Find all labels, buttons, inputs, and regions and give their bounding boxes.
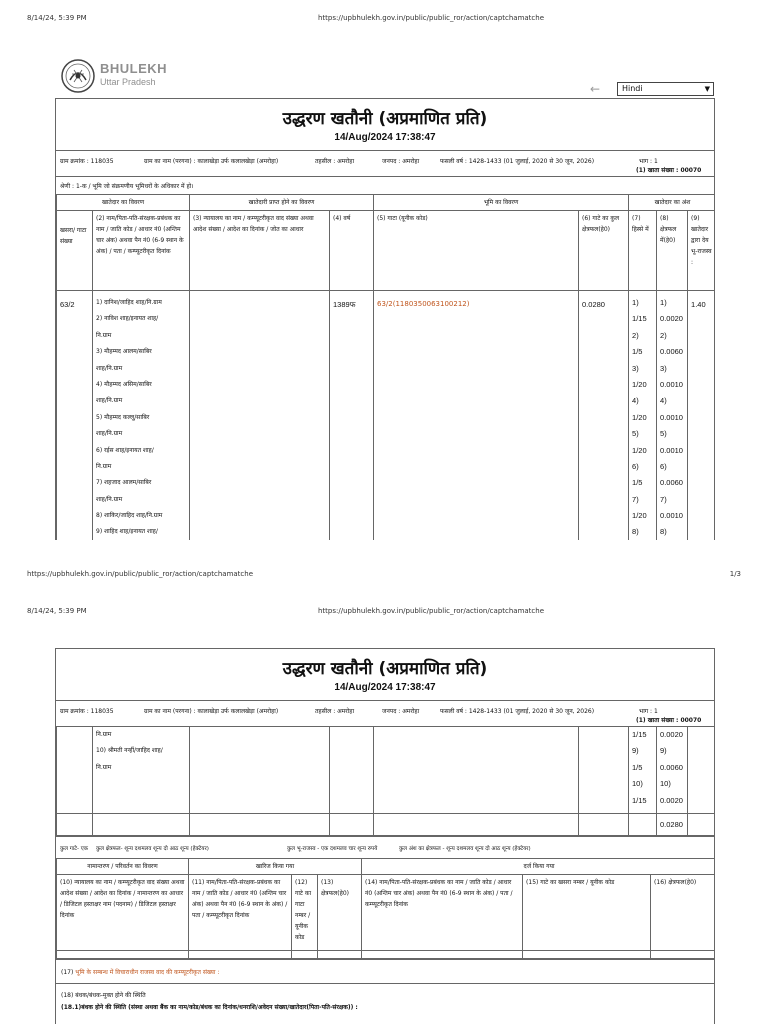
total-revenue: कुल भू-राजस्व - एक दशमलव चार शून्य रुपये (287, 845, 378, 852)
fasli-year: फसली वर्ष : 1428-1433 (01 जुलाई, 2020 से 30 जून, 2026) (440, 708, 595, 715)
logo-state: Uttar Pradesh (100, 77, 156, 87)
list-item: शाह/नि.ग्राम (96, 397, 123, 405)
fasli-year: फसली वर्ष : 1428-1433 (01 जुलाई, 2020 से 30 जून, 2026) (440, 158, 595, 165)
col-area-header: (6) गाटे का कुल क्षेत्रफल(हे0) (579, 211, 629, 291)
list-item: 6) (632, 461, 639, 471)
row-18-label: (18) बंधक/बंधक-मुक्त होने की स्थिति (61, 991, 146, 999)
list-item: 5) (660, 429, 667, 439)
janpad: जनपद : अमरोहा (382, 708, 420, 715)
list-item: 0.0060 (660, 478, 683, 488)
namantaran-table (56, 858, 715, 959)
list-item: 1/5 (632, 762, 643, 772)
khata-number: (1) खाता संख्या : 00070 (636, 167, 702, 174)
col-khasra-header: खसरा/ गाटा संख्या (57, 211, 93, 291)
list-item: 3) (632, 363, 639, 373)
list-item: 2) (632, 330, 639, 340)
list-item: 10) श्रीमती नन्हीं/जाहिद शाह/ (96, 747, 163, 755)
share-areas-list (657, 727, 688, 814)
list-item: 6) (660, 461, 667, 471)
bhumi-group-header: भूमि का विवरण (374, 195, 629, 211)
area-cell (579, 727, 629, 814)
list-item: 2) (660, 330, 667, 340)
kharij-group-header: खारिज किया गया (189, 858, 362, 874)
bhag: भाग : 1 (639, 708, 658, 715)
gram-name: ग्राम का नाम (परगना) : कालाखेड़ा उर्फ कलालखेड़ा (अमरोहा) (144, 708, 279, 715)
tehsil: तहसील : अमरोहा (315, 158, 355, 165)
list-item: 7) (632, 494, 639, 504)
print-datetime: 8/14/24, 5:39 PM (27, 14, 87, 22)
shreni-row: श्रेणी : 1-क / भूमि जो संक्रमणीय भूमिधरों के अधिकार में हो। (56, 176, 714, 194)
list-item: 1/15 (632, 730, 647, 739)
list-item: 0.0020 (660, 314, 683, 324)
row-17 (56, 959, 714, 983)
list-item: 0.0020 (660, 730, 683, 739)
list-item: शाह/नि.ग्राम (96, 430, 123, 438)
col-court-header: (3) न्यायालय का नाम / कम्प्यूटरीकृत वाद संख्या अथवा आदेश संख्या / आदेश का दिनांक / जोत का आधार (190, 211, 330, 291)
up-emblem-icon (60, 58, 96, 94)
print-url: https://upbhulekh.gov.in/public/public_ror/action/captchamatche (318, 607, 545, 615)
total-gate: कुल गाटे- एक (60, 845, 88, 852)
list-item: 4) (660, 396, 667, 406)
col12-header: (12) गाटे का गाटा नम्बर / यूनीक कोड (292, 874, 318, 950)
back-arrow-icon[interactable]: ← (590, 82, 601, 96)
print-footer-url: https://upbhulekh.gov.in/public/public_ror/action/captchamatche (27, 570, 254, 578)
table-row (57, 291, 716, 541)
col-share-header: (7) हिस्से में (629, 211, 657, 291)
list-item: शाह/नि.ग्राम (96, 364, 123, 372)
list-item: नि.ग्राम (96, 731, 112, 738)
list-item: 1/5 (632, 347, 643, 357)
list-item: 1) दानिश/जाहिद शाह/नि.ग्राम (96, 299, 162, 306)
court-cell (190, 291, 330, 541)
court-cell (190, 727, 330, 814)
list-item: 4) (632, 396, 639, 406)
meta-row (56, 700, 714, 726)
tehsil: तहसील : अमरोहा (315, 708, 355, 715)
list-item: 0.0010 (660, 445, 683, 455)
area-cell: 0.0280 (579, 291, 629, 541)
list-item: 1/20 (632, 511, 647, 521)
gram-code: ग्राम क्रमांक : 118035 (60, 158, 114, 165)
list-item: 0.0010 (660, 511, 683, 521)
col13-header: (13) क्षेत्रफल(हे0) (318, 874, 362, 950)
ansh-group-header: खातेदार का अंश (629, 195, 715, 211)
shares-list (629, 291, 657, 541)
list-item: 0.0010 (660, 379, 683, 389)
list-item: 1/20 (632, 379, 647, 389)
bhulekh-logo (60, 58, 180, 98)
khata-number: (1) खाता संख्या : 00070 (636, 717, 702, 724)
list-item: 2) नाविश शाह/इनायत शाह/ (96, 315, 159, 323)
document-date: 14/Aug/2024 17:38:47 (334, 682, 436, 693)
revenue-cell (688, 727, 716, 814)
khasra-cell (57, 727, 93, 814)
col15-header: (15) गाटे का खसरा नम्बर / यूनीक कोड (523, 874, 651, 950)
document-title: उद्धरण खतौनी (अप्रमाणित प्रति) (282, 659, 488, 679)
list-item: 1) (632, 298, 639, 307)
shares-list (629, 727, 657, 814)
khasra-number: 63/2 (57, 291, 93, 541)
list-item: 4) मौहम्मद असिम/साबिर (96, 380, 152, 388)
list-item: नि.ग्राम (96, 763, 112, 771)
list-item: 8) शाकिर/जाहिद शाह/नि.ग्राम (96, 512, 163, 520)
list-item: 0.0020 (660, 795, 683, 805)
list-item: 9) शाहिद शाह/इनायत शाह/ (96, 528, 158, 536)
col-gata-header: (5) गाटा (यूनीक कोड) (374, 211, 579, 291)
darj-group-header: दर्ज किया गया (362, 858, 715, 874)
list-item: 0.0060 (660, 762, 683, 772)
list-item: 1/5 (632, 478, 643, 488)
chevron-down-icon: ▼ (704, 85, 710, 93)
list-item: 8) (660, 527, 667, 537)
revenue-cell: 1.40 (688, 291, 715, 541)
owners-list (93, 727, 190, 814)
list-item: 1/20 (632, 445, 647, 455)
owners-list (93, 291, 190, 541)
logo-name: BHULEKH (100, 61, 168, 76)
list-item: 3) मौहम्मद आलम/साबिर (96, 348, 152, 356)
gata-link[interactable]: 63/2(1180350063100212) (377, 300, 470, 308)
col-name-header: (2) नाम/पिता-पति-संरक्षक-प्रबंधक का नाम / जाति कोड / आधार नं0 (अन्तिम चार अंक) अथवा पैन नं0 (6-9 स्थान के अंक) / पता / कम्प्यूटरीकृत दिनांक (93, 211, 190, 291)
row-17-label: (17) (61, 968, 74, 976)
list-item: 0.0010 (660, 412, 683, 422)
col10-header: (10) न्यायालय का नाम / कम्प्यूटरीकृत वाद संख्या अथवा आदेश संख्या / आदेश का दिनांक / नामान्तरण का आधार / डिजिटल हस्ताक्षर नाम (पदनाम) / डिजिटल हस्ताक्षर दिनांक (57, 874, 189, 950)
list-item: 9) (660, 746, 667, 756)
language-value: Hindi (622, 84, 643, 93)
list-item: 7) (660, 494, 667, 504)
year-cell (330, 727, 374, 814)
col-share-area-header: (8) क्षेत्रफल में(हे0) (657, 211, 688, 291)
col-year-header: (4) वर्ष (330, 211, 374, 291)
list-item: नि.ग्राम (96, 462, 112, 470)
document-date: 14/Aug/2024 17:38:47 (334, 132, 436, 143)
row-18-1-label: (18.1)बंधक होने की स्थिति (संस्था अथवा बैंक का नाम/कोड/बंधक का दिनांक/धनराशि/अवेदन संख्या/खातेदार(पिता-पति-संरक्षक)) : (61, 1003, 358, 1011)
print-url: https://upbhulekh.gov.in/public/public_ror/action/captchamatche (318, 14, 545, 22)
bhag: भाग : 1 (639, 158, 658, 165)
share-areas-list (657, 291, 688, 541)
list-item: 8) (632, 527, 639, 537)
col-revenue-header: (9) खातेदार द्वारा देय भू-राजस्व : (688, 211, 715, 291)
janpad: जनपद : अमरोहा (382, 158, 420, 165)
list-item: 10) (660, 779, 671, 789)
gram-code: ग्राम क्रमांक : 118035 (60, 708, 114, 715)
col14-header: (14) नाम/पिता-पति-संरक्षक-प्रबंधक का नाम / जाति कोड / आधार नं0 (अन्तिम चार अंक) अथवा पैन नं0 (6-9 स्थान के अंक) / पता / कम्प्यूटरीकृत दिनांक (362, 874, 523, 950)
meta-row (56, 150, 714, 176)
total-share-area: कुल अंश का क्षेत्रफल - शून्य दशमलव शून्य दो आठ शून्य (हेक्टेयर) (399, 845, 531, 852)
list-item: 1) (660, 298, 667, 307)
list-item: 7) शहजाद आलम/साबिर (96, 479, 152, 487)
list-item: 1/20 (632, 412, 647, 422)
list-item: 10) (632, 779, 643, 789)
namantaran-group-header: नामान्तरण / परिवर्तन का विवरण (57, 858, 189, 874)
khatedar-group-header: खातेदार का विवरण (57, 195, 190, 211)
list-item: नि.ग्राम (96, 331, 112, 339)
list-item: 9) (632, 746, 639, 756)
total-area: कुल क्षेत्रफल- शून्य दशमलव शून्य दो आठ शून्य (हेक्टेयर) (96, 845, 209, 852)
row-18 (56, 983, 714, 1024)
document-title: उद्धरण खतौनी (अप्रमाणित प्रति) (282, 109, 488, 129)
khatauni-page-2 (55, 648, 715, 1024)
gata-cell (374, 727, 579, 814)
gata-cell (374, 291, 579, 541)
totals-row (56, 836, 714, 858)
list-item: 3) (660, 363, 667, 373)
list-item: 5) मौहम्मद कल्लू/साबिर (96, 413, 150, 421)
list-item: 1/15 (632, 795, 647, 805)
list-item: शाह/नि.ग्राम (96, 495, 123, 503)
col11-header: (11) नाम/पिता-पति-संरक्षक-प्रबंधक का नाम / जाति कोड / आधार नं0 (अन्तिम चार अंक) अथवा पैन नं0 (6-9 स्थान के अंक) / पता / कम्प्यूटरीकृत दिनांक (189, 874, 292, 950)
list-item: 5) (632, 429, 639, 439)
language-select[interactable] (617, 82, 714, 96)
col16-header: (16) क्षेत्रफल(हे0) (651, 874, 715, 950)
khatedar-table-continued (56, 726, 715, 836)
list-item: 1/15 (632, 314, 647, 324)
list-item: 6) रईस शाह/इनायत शाह/ (96, 446, 154, 454)
khatedar-table (56, 194, 715, 540)
area-total: 0.0280 (657, 813, 688, 835)
area-total-row (57, 813, 716, 835)
print-datetime: 8/14/24, 5:39 PM (27, 607, 87, 615)
row-17-text: भूमि के सम्बन्ध में विचाराधीन राजस्व वाद की कम्प्यूटरीकृत संख्या : (75, 968, 220, 976)
page-number: 1/3 (729, 570, 741, 578)
gram-name: ग्राम का नाम (परगना) : कालाखेड़ा उर्फ कलालखेड़ा (अमरोहा) (144, 158, 279, 165)
khatauni-page-1 (55, 98, 715, 540)
year-cell: 1389फ (330, 291, 374, 541)
prapt-group-header: खातेदारी प्राप्त होने का विवरण (190, 195, 374, 211)
table-row (57, 727, 716, 814)
list-item: 0.0060 (660, 347, 683, 357)
